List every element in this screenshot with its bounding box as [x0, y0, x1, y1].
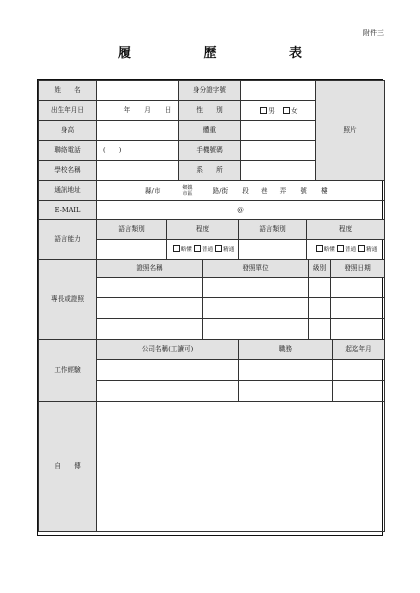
height-label: 身高	[39, 121, 97, 141]
id-number-label: 身分證字號	[179, 81, 241, 101]
weight-field[interactable]	[241, 121, 316, 141]
address-number: 號	[300, 186, 307, 195]
level-normal-checkbox-2[interactable]	[337, 245, 344, 252]
gender-label: 性 別	[179, 101, 241, 121]
phone-label: 聯絡電話	[39, 141, 97, 161]
cert-name-field[interactable]	[97, 298, 203, 319]
cert-name-header: 證照名稱	[97, 260, 203, 278]
level-fluent-checkbox-1[interactable]	[215, 245, 222, 252]
address-town-1: 鄉鎮	[182, 184, 193, 191]
level-fluent-label-2: 精通	[366, 247, 378, 254]
issue-date-field[interactable]	[331, 319, 385, 340]
id-number-field[interactable]	[241, 81, 316, 101]
issue-date-field[interactable]	[331, 298, 385, 319]
gender-field	[241, 101, 316, 121]
birth-field[interactable]	[97, 101, 179, 121]
name-field[interactable]	[97, 81, 179, 101]
cert-name-field[interactable]	[97, 278, 203, 298]
level-fluent-label-1: 精通	[223, 247, 235, 254]
gender-male-checkbox[interactable]	[260, 107, 267, 114]
birth-label: 出生年月日	[39, 101, 97, 121]
language-type-field-2[interactable]	[239, 240, 307, 260]
cert-level-field[interactable]	[309, 298, 331, 319]
level-fluent-checkbox-2[interactable]	[358, 245, 365, 252]
photo-box[interactable]	[316, 81, 385, 181]
address-county: 縣/市	[145, 186, 161, 195]
level-basic-checkbox-2[interactable]	[316, 245, 323, 252]
phone-field[interactable]	[97, 141, 179, 161]
cert-name-field[interactable]	[97, 319, 203, 340]
department-field[interactable]	[241, 161, 316, 181]
address-alley: 弄	[279, 186, 287, 195]
department-label: 系 所	[179, 161, 241, 181]
gender-female-label: 女	[291, 106, 298, 115]
address-section: 段	[242, 186, 249, 195]
mobile-label: 手機號碼	[179, 141, 241, 161]
company-field[interactable]	[97, 381, 239, 402]
phone-area-code: ( )	[103, 146, 122, 155]
height-field[interactable]	[97, 121, 179, 141]
level-normal-label-2: 普通	[344, 247, 357, 254]
birth-month: 月	[144, 106, 151, 115]
cert-level-header: 級別	[309, 260, 331, 278]
position-field[interactable]	[239, 381, 333, 402]
birth-day: 日	[164, 106, 172, 115]
school-label: 學校名稱	[39, 161, 97, 181]
weight-label: 體重	[179, 121, 241, 141]
skills-label: 專長或證照	[39, 260, 97, 340]
issuer-field[interactable]	[203, 278, 309, 298]
language-type-field-1[interactable]	[97, 240, 167, 260]
issuer-header: 發照單位	[203, 260, 309, 278]
position-header: 職務	[239, 340, 333, 360]
skills-table	[97, 260, 385, 340]
address-label: 通訊地址	[39, 181, 97, 201]
photo-label: 照片	[343, 126, 357, 135]
level-normal-label-1: 普通	[201, 247, 214, 254]
school-field[interactable]	[97, 161, 179, 181]
issue-date-header: 發照日期	[331, 260, 385, 278]
work-table	[97, 340, 385, 402]
level-normal-checkbox-1[interactable]	[194, 245, 201, 252]
autobiography-field[interactable]	[97, 402, 385, 532]
address-town-2: 市區	[182, 190, 193, 197]
email-field[interactable]	[97, 201, 385, 220]
level-basic-label-2: 略懂	[323, 247, 335, 254]
address-floor: 樓	[321, 186, 328, 195]
cert-level-field[interactable]	[309, 319, 331, 340]
email-label: E-MAIL	[39, 201, 97, 220]
issuer-field[interactable]	[203, 298, 309, 319]
autobiography-label: 自 傳	[39, 402, 97, 532]
cert-level-field[interactable]	[309, 278, 331, 298]
period-header: 起迄年月	[333, 340, 385, 360]
resume-form	[37, 79, 383, 536]
resume-table	[38, 80, 385, 532]
address-road: 路/街	[212, 186, 229, 195]
issuer-field[interactable]	[203, 319, 309, 340]
level-basic-checkbox-1[interactable]	[173, 245, 180, 252]
period-field[interactable]	[333, 360, 385, 381]
attachment-label: 附件三	[363, 29, 384, 37]
level-basic-label-1: 略懂	[180, 247, 192, 254]
language-level-options-2	[307, 240, 385, 260]
email-at-sign: @	[237, 205, 244, 214]
birth-year: 年	[123, 106, 131, 115]
address-field[interactable]	[97, 181, 385, 201]
language-level-header-1: 程度	[167, 220, 239, 240]
gender-female-checkbox[interactable]	[283, 107, 290, 114]
work-experience-label: 工作經驗	[39, 340, 97, 402]
company-field[interactable]	[97, 360, 239, 381]
gender-male-label: 男	[268, 106, 275, 115]
company-header: 公司名稱(工讀可)	[97, 340, 239, 360]
language-label: 語言能力	[39, 220, 97, 260]
mobile-field[interactable]	[241, 141, 316, 161]
language-level-header-2: 程度	[307, 220, 385, 240]
address-lane: 巷	[260, 186, 268, 195]
page-title: 履 歷 表	[117, 46, 337, 61]
language-type-header-1: 語言類別	[97, 220, 167, 240]
period-field[interactable]	[333, 381, 385, 402]
language-level-options-1	[167, 240, 239, 260]
language-table	[97, 220, 385, 260]
name-label: 姓 名	[39, 81, 97, 101]
language-type-header-2: 語言類別	[239, 220, 307, 240]
position-field[interactable]	[239, 360, 333, 381]
issue-date-field[interactable]	[331, 278, 385, 298]
